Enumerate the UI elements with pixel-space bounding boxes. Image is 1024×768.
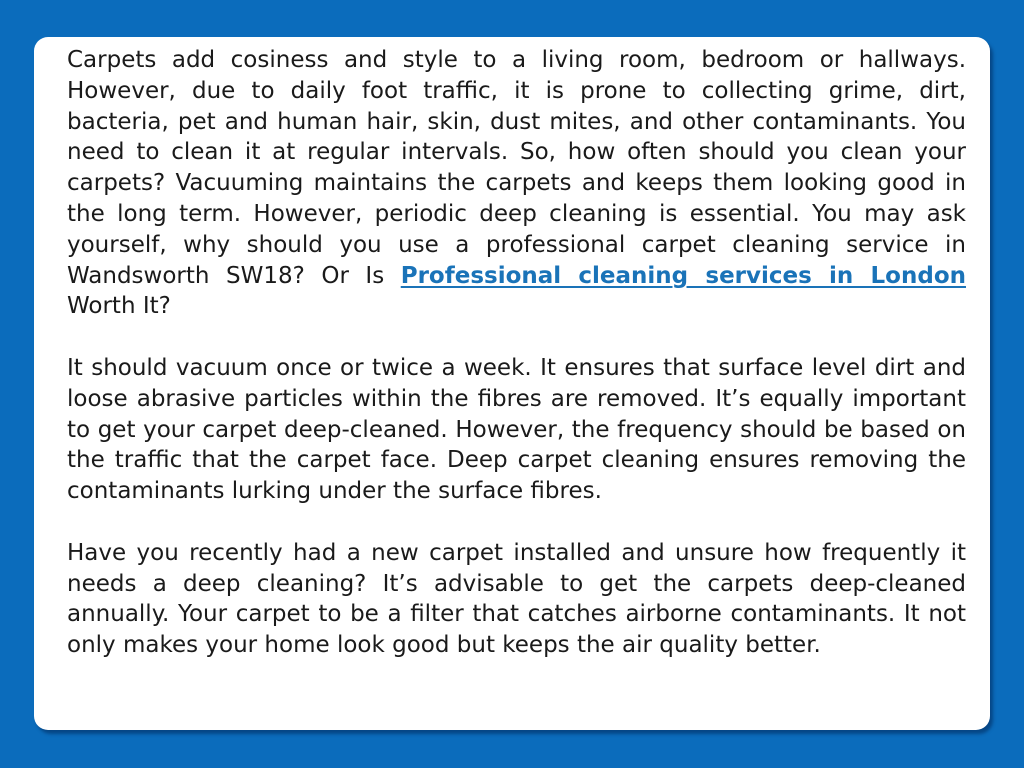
paragraph-1-text: Carpets add cosiness and style to a living room, bedroom or hallways. However, due to daily foot traffic, it is prone to collecting grime, dirt, bacteria, pet and human hair, skin, dust mites, and other contaminants. You need to clean it at regular intervals. So, how often should you clean your carpets? Vacuuming maintains the carpets and keeps them looking good in the long term. However, periodic deep cleaning is essential. You may ask yourself, why should you use a professional carpet cleaning service in Wandsworth SW18? Or Is: [67, 47, 966, 289]
paragraph-1: [67, 45, 966, 322]
document-body: [67, 45, 966, 692]
paragraph-2: It should vacuum once or twice a week. It ensures that surface level dirt and loose abrasive particles within the fibres are removed. It’s equally important to get your carpet deep-cleaned. However, the frequency should be based on the traffic that the carpet face. Deep carpet cleaning ensures removing the contaminants lurking under the surface fibres.: [67, 354, 966, 505]
paragraph-1-tail: Worth It?: [67, 293, 171, 320]
professional-cleaning-link[interactable]: Professional cleaning services in London: [400, 262, 966, 289]
paragraph-3: Have you recently had a new carpet installed and unsure how frequently it needs a deep cleaning? It’s advisable to get the carpets deep-cleaned annually. Your carpet to be a filter that catches airborne contaminants. It not only makes your home look good but keeps the air quality better.: [67, 539, 966, 659]
content-card: [34, 37, 990, 730]
